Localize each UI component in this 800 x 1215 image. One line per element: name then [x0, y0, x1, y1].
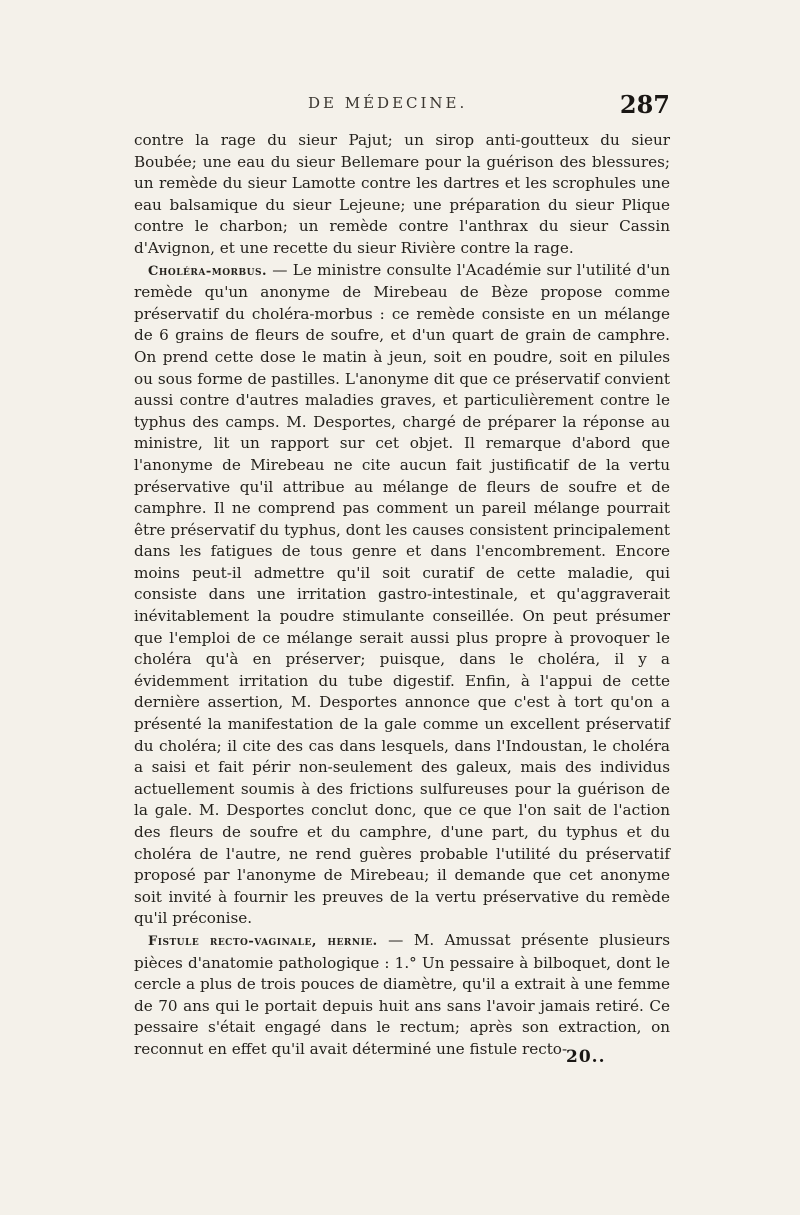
running-head: DE MÉDECINE.	[308, 94, 468, 112]
paragraph-remedies	[134, 130, 670, 260]
paragraph-cholera	[134, 260, 670, 930]
paragraph-text: — M. Amussat présente plusieurs pièces d'anatomie pathologique : 1.° Un pessaire à bilboquet, dont le cercle a plus de trois pouces de diamètre, qu'il a extrait à une femme de 70 ans qui le portait depuis huit ans sans l'avoir jamais retiré. Ce pessaire s'était engagé dans le rectum; après son extraction, on reconnut en effet qu'il avait déterminé une fistule recto-	[134, 930, 670, 1058]
paragraph-fistule	[134, 930, 670, 1061]
page-number: 287	[619, 90, 670, 119]
paragraph-text: — Le ministre consulte l'Académie sur l'utilité d'un remède qu'un anonyme de Mirebeau de Bèze propose comme préservatif du choléra-morbus : ce remède consiste en un mélange de 6 grains de fleurs de soufre, et d'un quart de grain de camphre. On prend cette dose le matin à jeun, soit en poudre, soit en pilules ou sous forme de pastilles. L'anonyme dit que ce préservatif convient aussi contre d'autres maladies graves, et particulièrement contre le typhus des camps. M. Desportes, chargé de préparer la réponse au ministre, lit un rapport sur cet objet. Il remarque d'abord que l'anonyme de Mirebeau ne cite aucun fait justificatif de la vertu préservative qu'il attribue au mélange de fleurs de soufre et de camphre. Il ne comprend pas comment un pareil mélange pourrait être préservatif du typhus, dont les causes consistent principalement dans les fatigues de tous genre et dans l'encombrement. Encore moins peut-il admettre qu'il soit curatif de cette maladie, qui consiste dans une irritation gastro-intestinale, et qu'aggraverait inévitablement la poudre stimulante conseillée. On peut présumer que l'emploi de ce mélange serait aussi plus propre à provoquer le choléra qu'à en préserver; puisque, dans le choléra, il y a évidemment irritation du tube digestif. Enfin, à l'appui de cette dernière assertion, M. Desportes annonce que c'est à tort qu'on a présenté la manifestation de la gale comme un excellent préservatif du choléra; il cite des cas dans lesquels, dans l'Indoustan, le choléra a saisi et fait périr non-seulement des galeux, mais des individus actuellement soumis à des frictions sulfureuses pour la guérison de la gale. M. Desportes conclut donc, que ce que l'on sait de l'action des fleurs de soufre et du camphre, d'une part, du typhus et du choléra de l'autre, ne rend guères probable l'utilité du préservatif proposé par l'anonyme de Mirebeau; il demande que cet anonyme soit invité à fournir les preuves de la vertu préservative du remède qu'il préconise.	[134, 260, 670, 928]
section-heading: Choléra-morbus.	[148, 263, 267, 279]
signature-mark: 20..	[566, 1047, 606, 1067]
body-text	[134, 130, 670, 1061]
page-header	[140, 90, 670, 124]
section-heading: Fistule recto-vaginale, hernie.	[148, 933, 378, 949]
paragraph-text: contre la rage du sieur Pajut; un sirop anti-goutteux du sieur Boubée; une eau du sieur Bellemare pour la guérison des blessures; un remède du sieur Lamotte contre les dartres et les scrophules une eau balsamique du sieur Lejeune; une préparation du sieur Plique contre le charbon; un remède contre l'anthrax du sieur Cassin d'Avignon, et une recette du sieur Rivière contre la rage.	[134, 131, 670, 257]
